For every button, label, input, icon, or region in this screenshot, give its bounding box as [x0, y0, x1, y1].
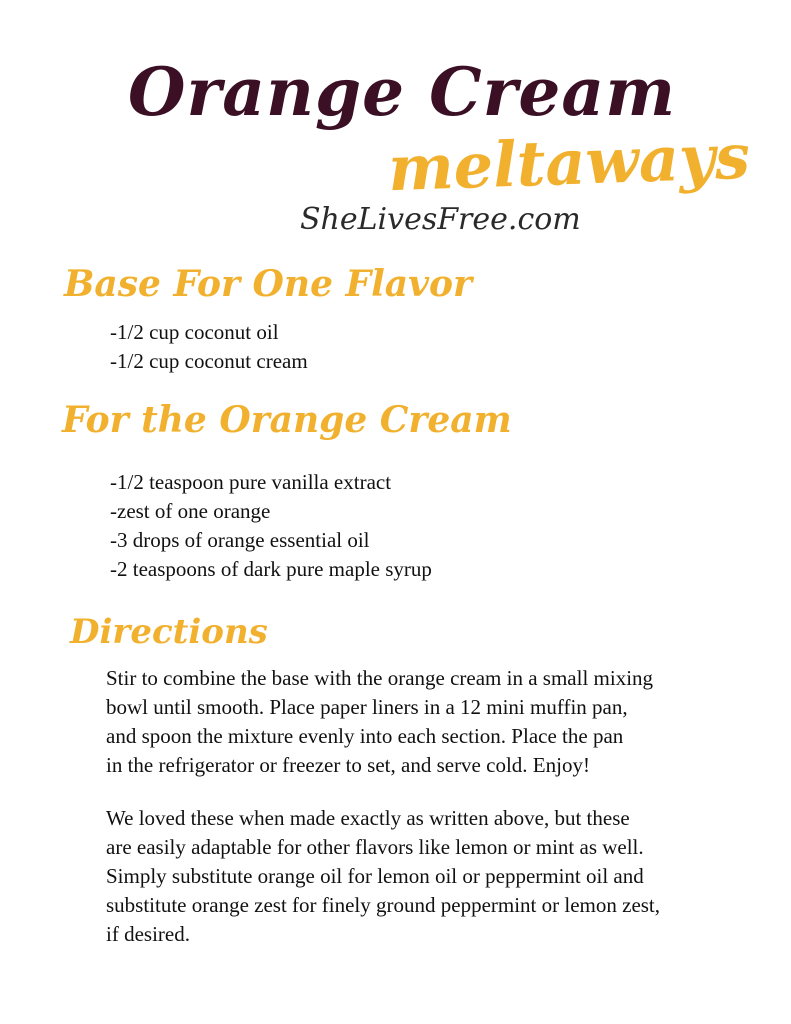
variations-paragraph — [106, 804, 746, 949]
paragraph-line: and spoon the mixture evenly into each section. Place the pan — [106, 724, 624, 748]
paragraph-line: Simply substitute orange oil for lemon oil or peppermint oil and — [106, 864, 644, 888]
paragraph-line: We loved these when made exactly as written above, but these — [106, 806, 630, 830]
paragraph-line: substitute orange zest for finely ground peppermint or lemon zest, — [106, 893, 661, 917]
list-item: -2 teaspoons of dark pure maple syrup — [110, 557, 432, 581]
paragraph-line: in the refrigerator or freezer to set, and serve cold. Enjoy! — [106, 753, 590, 777]
list-item: -3 drops of orange essential oil — [110, 528, 370, 552]
list-item: -1/2 cup coconut oil — [110, 320, 279, 344]
paragraph-line: Stir to combine the base with the orange cream in a small mixing — [106, 666, 654, 690]
directions-paragraph — [106, 664, 746, 780]
list-item: -1/2 teaspoon pure vanilla extract — [110, 470, 392, 494]
orange-cream-heading: For the Orange Cream — [62, 399, 512, 441]
site-name: SheLivesFree.com — [300, 202, 581, 237]
list-item: -zest of one orange — [110, 499, 271, 523]
base-ingredients-list — [110, 318, 308, 376]
base-heading: Base For One Flavor — [64, 263, 472, 305]
paragraph-line: bowl until smooth. Place paper liners in a 12 mini muffin pan, — [106, 695, 628, 719]
paragraph-line: are easily adaptable for other flavors like lemon or mint as well. — [106, 835, 644, 859]
paragraph-line: if desired. — [106, 922, 190, 946]
directions-heading: Directions — [70, 612, 268, 652]
list-item: -1/2 cup coconut cream — [110, 349, 308, 373]
orange-cream-ingredients-list — [110, 468, 432, 584]
recipe-subtitle: meltaways — [386, 119, 752, 206]
recipe-title: Orange Cream — [128, 53, 677, 131]
